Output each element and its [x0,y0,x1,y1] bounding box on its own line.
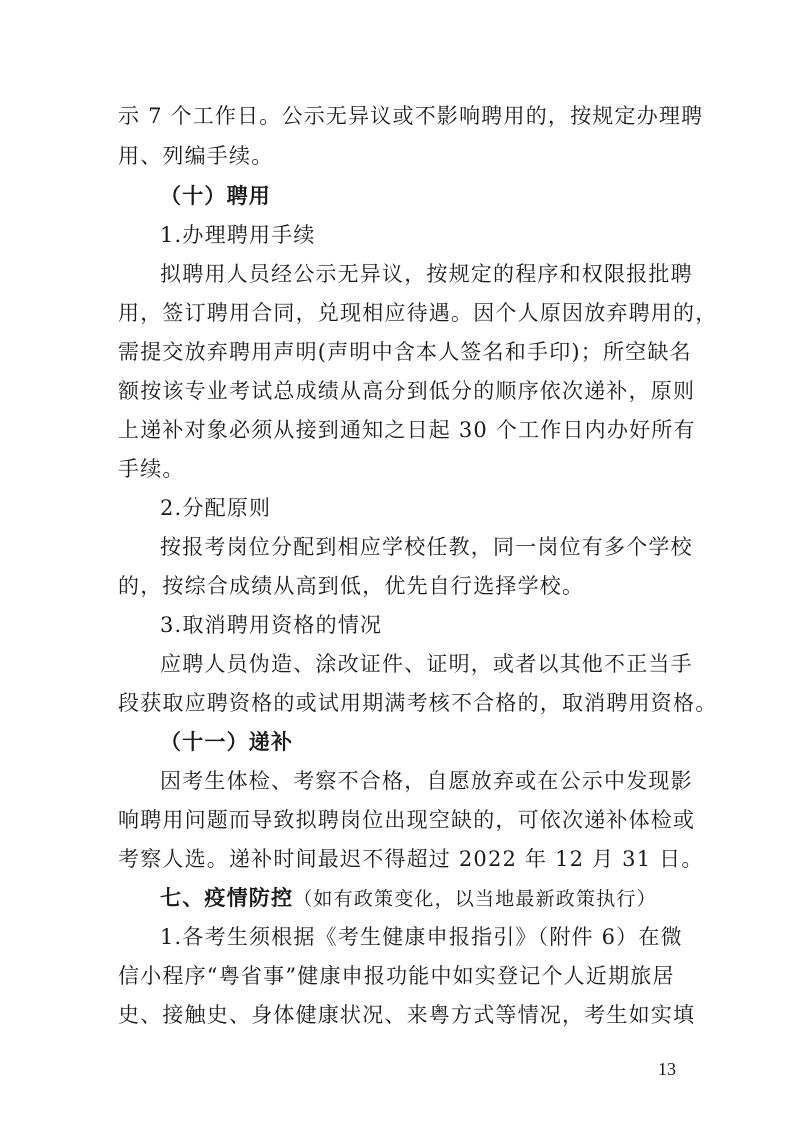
section-heading-epidemic [160,883,688,914]
page-number: 13 [658,1059,676,1079]
paragraph-line: 拟聘用人员经公示无异议，按规定的程序和权限报批聘 [160,262,693,286]
paragraph-line: 用、列编手续。 [118,144,274,168]
paragraph-line: 因考生体检、考察不合格，自愿放弃或在公示中发现影 [160,769,693,793]
epidemic-heading-title: 七、疫情防控 [160,885,294,910]
paragraph-line: 响聘用问题而导致拟聘岗位出现空缺的，可依次递补体检或 [118,808,696,832]
paragraph-line: 信小程序“粤省事”健康申报功能中如实登记个人近期旅居 [118,964,675,988]
paragraph-line: 的，按综合成绩从高到低，优先自行选择学校。 [118,574,585,598]
paragraph-line: 上递补对象必须从接到通知之日起 30 个工作日内办好所有 [118,418,696,442]
subheading-cancellation: 3.取消聘用资格的情况 [160,613,383,637]
section-heading-hiring: （十）聘用 [160,183,271,208]
paragraph-line: 按报考岗位分配到相应学校任教，同一岗位有多个学校 [160,535,693,559]
epidemic-heading-note: （如有政策变化，以当地最新政策执行） [293,888,657,910]
paragraph-line: 段获取应聘资格的或试用期满考核不合格的，取消聘用资格。 [118,691,718,715]
paragraph-line: 示 7 个工作日。公示无异议或不影响聘用的，按规定办理聘 [118,104,704,128]
paragraph-line: 需提交放弃聘用声明(声明中含本人签名和手印)；所空缺名 [118,340,692,364]
section-heading-replacement: （十一）递补 [160,729,294,754]
subheading-hiring-procedures: 1.办理聘用手续 [160,223,316,247]
paragraph-line: 考察人选。递补时间最迟不得超过 2022 年 12 月 31 日。 [118,847,704,871]
paragraph-line: 应聘人员伪造、涂改证件、证明，或者以其他不正当手 [160,652,693,676]
paragraph-line: 手续。 [118,457,185,481]
paragraph-line: 1.各考生须根据《考生健康申报指引》（附件 6）在微 [160,925,683,949]
paragraph-line: 额按该专业考试总成绩从高分到低分的顺序依次递补，原则 [118,379,696,403]
paragraph-line: 用，签订聘用合同，兑现相应待遇。因个人原因放弃聘用的， [118,301,718,325]
subheading-allocation: 2.分配原则 [160,496,272,520]
paragraph-line: 史、接触史、身体健康状况、来粤方式等情况，考生如实填 [118,1003,696,1027]
